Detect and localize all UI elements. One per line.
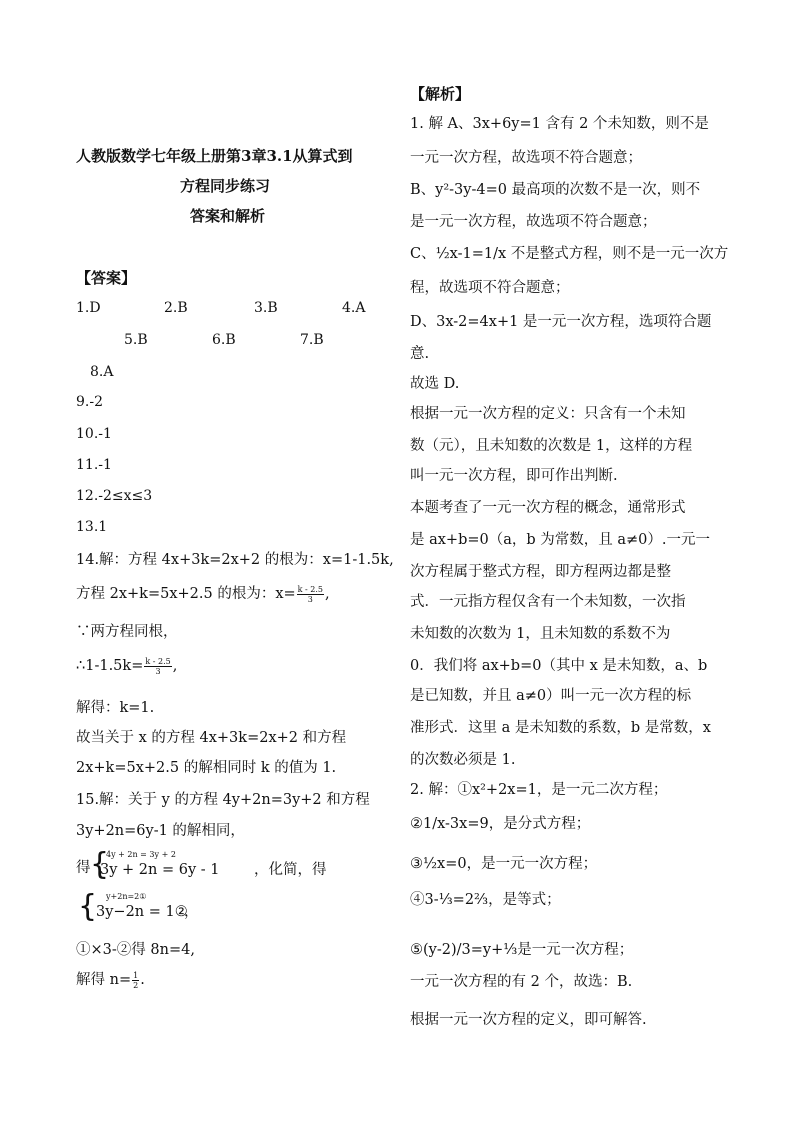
q14-line: 故当关于 x 的方程 4x+3k=2x+2 和方程 [76, 730, 347, 746]
analysis-line: ④3-⅓=2⅔，是等式； [410, 892, 561, 908]
answer-item: 3.B [254, 300, 278, 316]
left-brace: { [90, 847, 110, 882]
fraction-denominator: 2 [133, 980, 139, 990]
answers-heading: 【答案】 [76, 269, 137, 287]
left-brace: { [78, 889, 98, 924]
answer-item: 13.1 [76, 519, 108, 535]
fraction-numerator: k - 2.5 [145, 656, 171, 666]
analysis-line: 故选 D. [410, 376, 460, 392]
answer-item: 2.B [164, 300, 188, 316]
answer-item: 5.B [124, 332, 148, 348]
q14-line: ∴1-1.5k= $\frac{k - 2.5}{3}$ , [76, 656, 178, 676]
q15-line: 15.解：关于 y 的方程 4y+2n=3y+2 和方程 [76, 792, 370, 808]
analysis-line: 2. 解：①x²+2x=1，是一元二次方程； [410, 782, 668, 798]
analysis-line: 叫一元一次方程，即可作出判断. [410, 468, 618, 484]
analysis-line: 根据一元一次方程的定义：只含有一个未知 [410, 406, 686, 422]
analysis-line: 本题考查了一元一次方程的概念，通常形式 [410, 500, 686, 516]
system-equation-bottom: 3y−2n = 1② [96, 904, 188, 920]
analysis-line: ③½x=0，是一元一次方程； [410, 856, 598, 872]
analysis-line: 一元一次方程的有 2 个，故选：B. [410, 974, 633, 990]
fraction-denominator: 3 [307, 594, 313, 604]
answer-item: 11.-1 [76, 457, 112, 473]
analysis-line: 数（元），且未知数的次数是 1，这样的方程 [410, 438, 693, 454]
q14-line: 2x+k=5x+2.5 的解相同时 k 的值为 1. [76, 760, 337, 776]
answer-item: 10.-1 [76, 426, 112, 442]
answer-item: 1.D [76, 300, 101, 316]
q15-text: 解得 n= [76, 972, 132, 988]
analysis-line: B、y²-3y-4=0 最高项的次数不是一次，则不 [410, 182, 701, 198]
analysis-line: 未知数的次数为 1，且未知数的系数不为 [410, 626, 671, 642]
answer-item: 8.A [90, 364, 114, 380]
analysis-line: 是 ax+b=0（a，b 为常数，且 a≠0）.一元一 [410, 532, 711, 548]
q15-line: 3y+2n=6y-1 的解相同， [76, 823, 245, 839]
answer-item: 4.A [342, 300, 366, 316]
q14-text: 方程 2x+k=5x+2.5 的根为：x= [76, 586, 296, 602]
q14-line: ∵两方程同根， [76, 624, 178, 640]
analysis-line: 准形式．这里 a 是未知数的系数，b 是常数，x [410, 720, 711, 736]
system-equation-bottom: 3y + 2n = 6y - 1 [100, 862, 220, 878]
q15-text: ， [184, 904, 199, 920]
answer-item: 9.-2 [76, 394, 103, 410]
analysis-line: 次方程属于整式方程，即方程两边都是整 [410, 564, 671, 580]
q15-line: ①×3-②得 8n=4, [76, 942, 195, 958]
answer-item: 6.B [212, 332, 236, 348]
analysis-line: 根据一元一次方程的定义，即可解答. [410, 1012, 647, 1028]
system-equation-top: 4y + 2n = 3y + 2 [106, 850, 176, 859]
fraction [144, 657, 171, 676]
doc-title-line3: 答案和解析 [190, 207, 266, 225]
fraction-numerator: 1 [133, 970, 139, 980]
analysis-line: 1. 解 A、3x+6y=1 含有 2 个未知数，则不是 [410, 116, 709, 132]
q15-text: ，化简，得 [254, 862, 327, 878]
analysis-line: 一元一次方程，故选项不符合题意； [410, 150, 642, 166]
analysis-line: 的次数必须是 1. [410, 752, 516, 768]
doc-title-line2: 方程同步练习 [180, 177, 271, 195]
q14-line: 方程 2x+k=5x+2.5 的根为：x= $\frac{k - 2.5}{3}$ , [76, 584, 330, 604]
q15-text: . [140, 972, 145, 988]
q14-text: ∴1-1.5k= [76, 658, 144, 674]
analysis-line: 程，故选项不符合题意； [410, 280, 570, 296]
analysis-line: C、½x-1=1/x 不是整式方程，则不是一元一次方 [410, 246, 729, 262]
analysis-heading: 【解析】 [410, 85, 471, 103]
analysis-line: ②1/x-3x=9，是分式方程； [410, 816, 591, 832]
analysis-line: 是已知数，并且 a≠0）叫一元一次方程的标 [410, 688, 692, 704]
fraction [297, 585, 324, 604]
doc-title-line1: 人教版数学七年级上册第3章3.1从算式到 [76, 147, 353, 165]
fraction [132, 971, 139, 990]
analysis-line: 式．一元指方程仅含有一个未知数，一次指 [410, 594, 686, 610]
analysis-line: D、3x-2=4x+1 是一元一次方程，选项符合题 [410, 314, 712, 330]
analysis-line: 意. [410, 346, 430, 362]
analysis-line: 是一元一次方程，故选项不符合题意； [410, 214, 657, 230]
system-equation-top: y+2n=2① [106, 892, 147, 901]
fraction-denominator: 3 [155, 666, 161, 676]
q14-line: 14.解：方程 4x+3k=2x+2 的根为：x=1-1.5k, [76, 552, 394, 568]
q15-text: 得 [76, 860, 91, 876]
q14-line: 解得：k=1. [76, 700, 155, 716]
answer-item: 12.-2≤x≤3 [76, 488, 153, 504]
answer-item: 7.B [300, 332, 324, 348]
q15-line [76, 970, 145, 990]
analysis-line: 0．我们将 ax+b=0（其中 x 是未知数，a、b [410, 658, 708, 674]
analysis-line: ⑤(y-2)/3=y+⅓是一元一次方程； [410, 942, 634, 958]
fraction-numerator: k - 2.5 [297, 584, 324, 594]
